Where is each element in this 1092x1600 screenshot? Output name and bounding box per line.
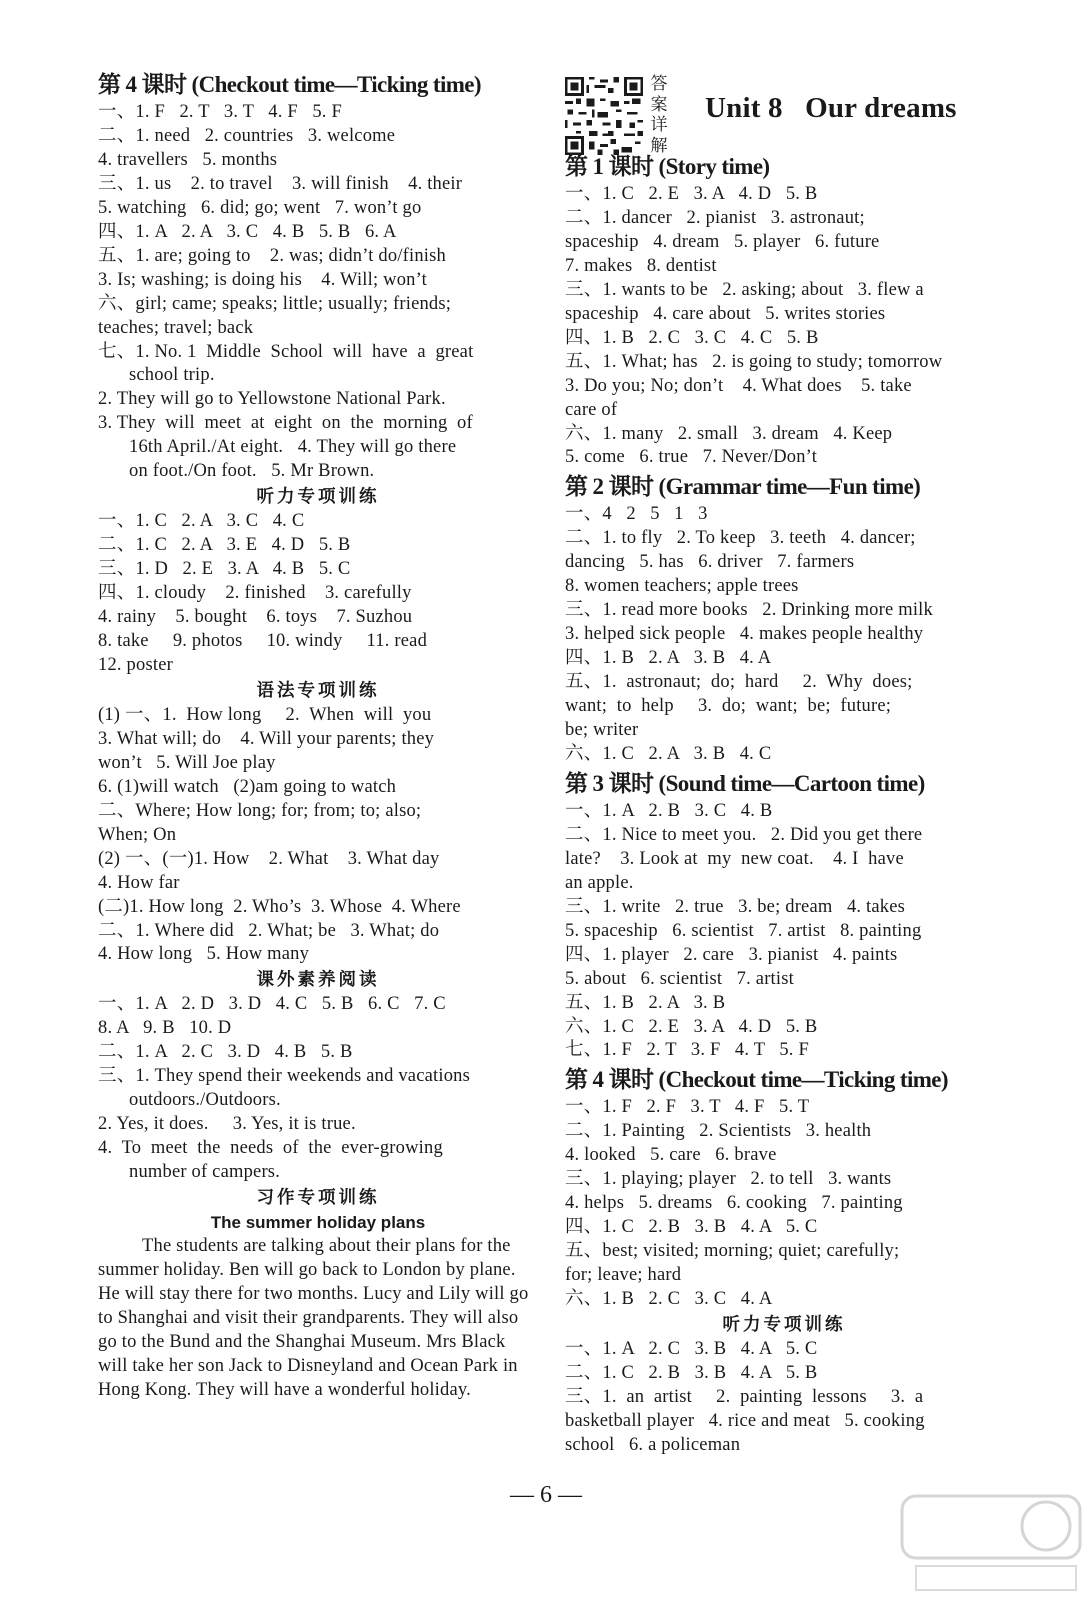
answer-line: 4. How far: [98, 872, 180, 893]
answer-line: be; writer: [565, 720, 639, 741]
answer-line: 五、1. What; has 2. is going to study; tomorrow: [565, 351, 943, 372]
answer-line: teaches; travel; back: [98, 317, 254, 338]
lesson-heading: 第 4 课时 (Checkout time—Ticking time): [98, 72, 481, 97]
answer-line: 二、1. to fly 2. To keep 3. teeth 4. dancer;: [565, 528, 916, 549]
answer-line: 二、1. C 2. A 3. E 4. D 5. B: [98, 535, 351, 556]
answer-line: want; to help 3. do; want; be; future;: [565, 696, 892, 717]
right-column: [565, 150, 1003, 1458]
answer-line: 一、1. C 2. E 3. A 4. D 5. B: [565, 184, 818, 204]
answer-line: 五、best; visited; morning; quiet; carefully;: [565, 1241, 900, 1262]
answer-line: 二、1. C 2. B 3. B 4. A 5. B: [565, 1362, 818, 1383]
answer-line: 六、girl; came; speaks; little; usually; friends;: [98, 293, 452, 314]
answer-line: 四、1. A 2. A 3. C 4. B 5. B 6. A: [98, 221, 397, 242]
answer-line: 七、1. F 2. T 3. F 4. T 5. F: [565, 1040, 809, 1061]
answer-line: 7. makes 8. dentist: [565, 255, 717, 276]
answer-line: (1) 一、1. How long 2. When will you: [98, 704, 432, 725]
lesson-heading: 第 2 课时 (Grammar time—Fun time): [565, 474, 921, 500]
answer-line: 四、1. B 2. A 3. B 4. A: [565, 648, 772, 669]
answer-line: basketball player 4. rice and meat 5. cooking: [565, 1410, 925, 1431]
answer-line: 4. travellers 5. months: [98, 149, 278, 170]
answer-line: 4. helps 5. dreams 6. cooking 7. painting: [565, 1193, 903, 1214]
answer-line: 3. They will meet at eight on the morning of: [98, 413, 473, 434]
answer-line: 一、4 2 5 1 3: [565, 504, 708, 525]
answer-line: 二、1. Where did 2. What; be 3. What; do: [98, 920, 440, 941]
left-column: [98, 68, 538, 1403]
lesson-heading: 第 1 课时 (Story time): [565, 154, 770, 179]
answer-line: 16th April./At eight. 4. They will go there: [129, 437, 457, 458]
answer-line: 5. spaceship 6. scientist 7. artist 8. painting: [565, 920, 922, 941]
answer-line: 四、1. C 2. B 3. B 4. A 5. C: [565, 1217, 818, 1238]
answer-line: on foot./On foot. 5. Mr Brown.: [129, 461, 375, 482]
answer-line: number of campers.: [129, 1162, 281, 1183]
answer-line: 五、1. astronaut; do; hard 2. Why does;: [565, 672, 913, 693]
answer-line: 3. Do you; No; don’t 4. What does 5. take: [565, 375, 912, 396]
answer-line: 一、1. A 2. C 3. B 4. A 5. C: [565, 1338, 818, 1359]
answer-line: 一、1. A 2. D 3. D 4. C 5. B 6. C 7. C: [98, 994, 446, 1015]
answer-line: 2. They will go to Yellowstone National Park.: [98, 389, 446, 410]
page-number: — 6 —: [510, 1482, 582, 1508]
answer-line: 三、1. D 2. E 3. A 4. B 5. C: [98, 559, 351, 580]
answer-line: 二、1. dancer 2. pianist 3. astronaut;: [565, 207, 865, 228]
answer-line: 一、1. F 2. F 3. T 4. F 5. T: [565, 1097, 810, 1118]
answer-line: 4. rainy 5. bought 6. toys 7. Suzhou: [98, 607, 413, 628]
answer-line: 二、1. need 2. countries 3. welcome: [98, 125, 396, 146]
section-heading: 听力专项训练: [722, 1314, 846, 1335]
essay-paragraph: The students are talking about their plans for the summer holiday. Ben will go back to London by plane. He will stay there for two months. Lucy and Lily will go to Shanghai and visit their grandparents. They will also go to the Bund and the Shanghai Museum. Mrs Black will take her son Jack to Disneyland and Ocean Park in Hong Kong. They will have a wonderful holiday.: [98, 1236, 529, 1400]
answer-line: won’t 5. Will Joe play: [98, 752, 276, 773]
answer-line: 五、1. B 2. A 3. B: [565, 992, 726, 1013]
answer-line: for; leave; hard: [565, 1265, 682, 1286]
answer-line: 四、1. cloudy 2. finished 3. carefully: [98, 583, 412, 604]
answer-line: 4. How long 5. How many: [98, 944, 310, 965]
answer-line: school 6. a policeman: [565, 1434, 741, 1455]
answer-line: 4. To meet the needs of the ever-growing: [98, 1138, 443, 1159]
section-heading: 听力专项训练: [256, 487, 380, 508]
answer-line: 六、1. C 2. A 3. B 4. C: [565, 743, 772, 764]
answer-line: 三、1. an artist 2. painting lessons 3. a: [565, 1386, 924, 1407]
answer-line: (二)1. How long 2. Who’s 3. Whose 4. Where: [98, 896, 461, 917]
answer-line: 5. watching 6. did; go; went 7. won’t go: [98, 197, 422, 218]
answer-line: 五、1. are; going to 2. was; didn’t do/finish: [98, 245, 446, 266]
answer-line: 二、1. Painting 2. Scientists 3. health: [565, 1121, 872, 1142]
section-heading: 习作专项训练: [256, 1188, 380, 1209]
section-heading: 语法专项训练: [256, 680, 380, 701]
answer-line: 6. (1)will watch (2)am going to watch: [98, 776, 397, 797]
section-heading: 课外素养阅读: [256, 970, 380, 991]
answer-line: an apple.: [565, 872, 634, 893]
answer-line: 七、1. No. 1 Middle School will have a great: [98, 341, 474, 362]
answer-line: 四、1. player 2. care 3. pianist 4. paints: [565, 944, 898, 965]
answer-line: 三、1. playing; player 2. to tell 3. wants: [565, 1169, 892, 1190]
answer-line: school trip.: [129, 365, 215, 386]
answer-line: 二、Where; How long; for; from; to; also;: [98, 800, 422, 821]
answer-line: 三、1. us 2. to travel 3. will finish 4. their: [98, 173, 463, 194]
answer-line: 一、1. A 2. B 3. C 4. B: [565, 800, 773, 821]
answer-line: 二、1. Nice to meet you. 2. Did you get there: [565, 824, 923, 845]
answer-line: 二、1. A 2. C 3. D 4. B 5. B: [98, 1042, 353, 1063]
answer-line: 三、1. wants to be 2. asking; about 3. flew a: [565, 279, 924, 300]
answer-line: care of: [565, 399, 618, 420]
answer-line: dancing 5. has 6. driver 7. farmers: [565, 552, 855, 573]
answer-line: 三、1. They spend their weekends and vacations: [98, 1066, 471, 1087]
answer-line: spaceship 4. dream 5. player 6. future: [565, 231, 880, 252]
answer-line: When; On: [98, 824, 177, 845]
answer-line: 六、1. C 2. E 3. A 4. D 5. B: [565, 1016, 818, 1037]
answer-line: 3. helped sick people 4. makes people healthy: [565, 624, 924, 645]
answer-line: 3. Is; washing; is doing his 4. Will; won’t: [98, 269, 427, 290]
answer-line: 六、1. B 2. C 3. C 4. A: [565, 1289, 773, 1310]
answer-line: 一、1. F 2. T 3. T 4. F 5. F: [98, 102, 342, 122]
answer-line: late? 3. Look at my new coat. 4. I have: [565, 848, 904, 869]
answer-line: 5. come 6. true 7. Never/Don’t: [565, 447, 818, 468]
qr-code-icon[interactable]: [565, 74, 643, 158]
answer-line: 4. looked 5. care 6. brave: [565, 1145, 777, 1166]
qr-caption: 答案详解: [650, 74, 668, 156]
answer-line: outdoors./Outdoors.: [129, 1090, 281, 1111]
answer-line: 8. take 9. photos 10. windy 11. read: [98, 631, 428, 652]
answer-line: 四、1. B 2. C 3. C 4. C 5. B: [565, 327, 819, 348]
essay-title: The summer holiday plans: [210, 1213, 426, 1233]
answer-line: 三、1. read more books 2. Drinking more milk: [565, 600, 933, 621]
answer-line: 8. A 9. B 10. D: [98, 1018, 232, 1039]
answer-line: 12. poster: [98, 654, 173, 675]
unit-title: Unit 8 Our dreams: [705, 92, 957, 124]
answer-line: (2) 一、(一)1. How 2. What 3. What day: [98, 848, 440, 869]
answer-line: 六、1. many 2. small 3. dream 4. Keep: [565, 423, 893, 444]
answer-line: 3. What will; do 4. Will your parents; they: [98, 728, 435, 749]
answer-line: 一、1. C 2. A 3. C 4. C: [98, 511, 305, 532]
answer-line: 8. women teachers; apple trees: [565, 576, 799, 597]
answer-line: 三、1. write 2. true 3. be; dream 4. takes: [565, 896, 906, 917]
lesson-heading: 第 4 课时 (Checkout time—Ticking time): [565, 1067, 948, 1093]
lesson-heading: 第 3 课时 (Sound time—Cartoon time): [565, 770, 925, 796]
answer-line: 5. about 6. scientist 7. artist: [565, 968, 794, 989]
qr-block: [565, 74, 677, 160]
watermark-logo-icon: [896, 1488, 1086, 1598]
answer-line: 2. Yes, it does. 3. Yes, it is true.: [98, 1114, 356, 1135]
answer-line: spaceship 4. care about 5. writes stories: [565, 303, 886, 324]
